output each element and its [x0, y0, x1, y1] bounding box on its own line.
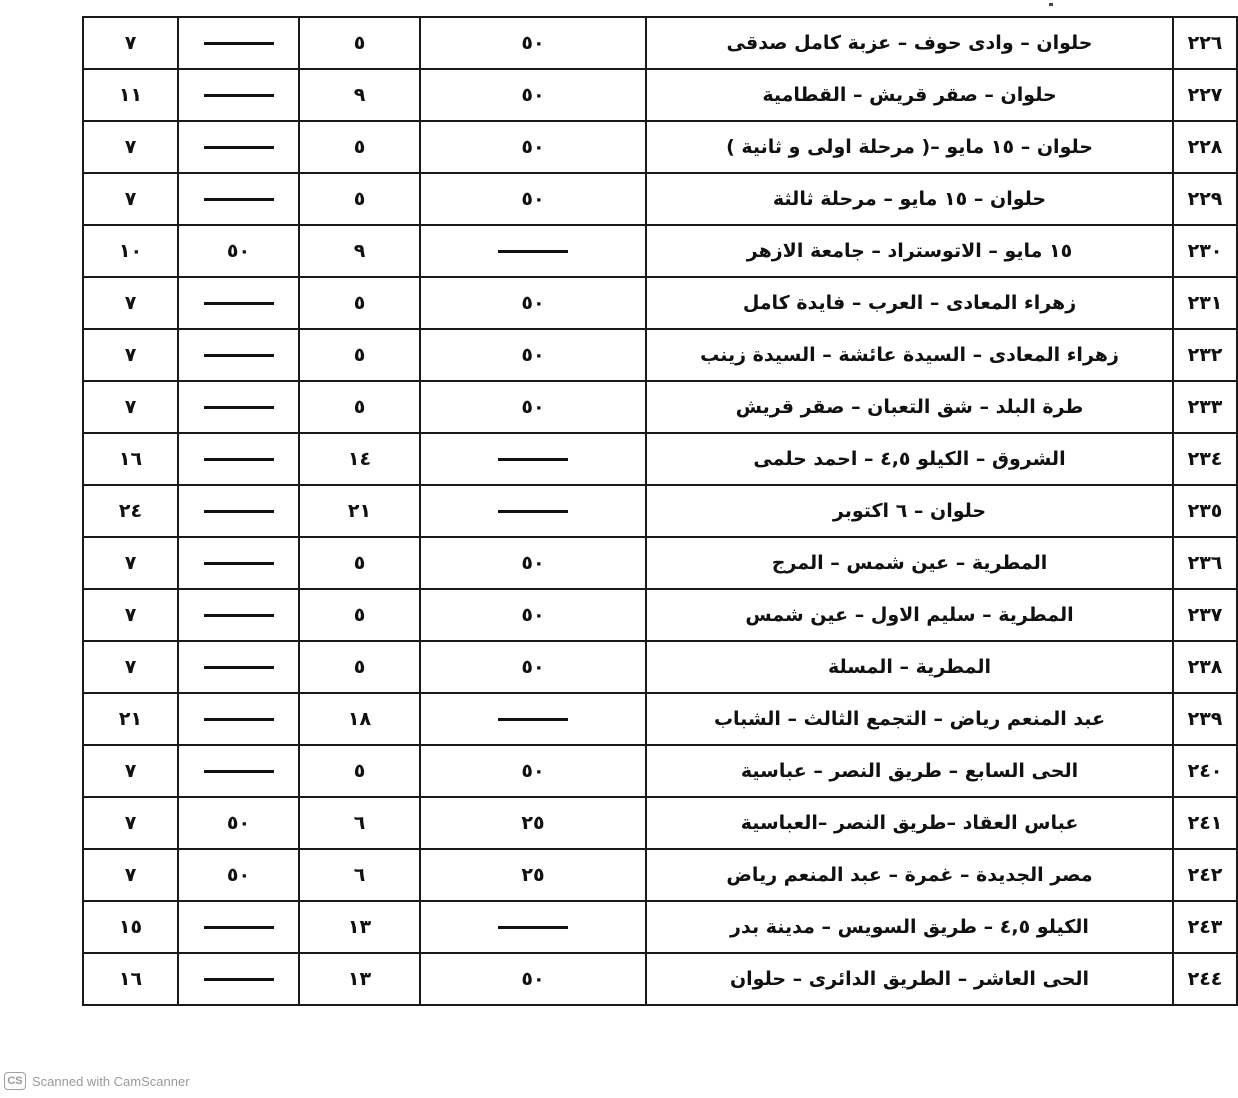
cell-value-4: ١٦	[83, 433, 178, 485]
cell-value-2: ٥	[299, 17, 420, 69]
camscanner-logo-icon: CS	[4, 1072, 26, 1090]
table-row	[83, 797, 1237, 849]
cell-value-1: ٥٠	[420, 121, 646, 173]
cell-route: المطرية – المسلة	[646, 641, 1173, 693]
cell-value-4: ١٠	[83, 225, 178, 277]
empty-dash	[498, 510, 568, 513]
cell-route: الشروق – الكيلو ٤,٥ – احمد حلمى	[646, 433, 1173, 485]
fare-table	[82, 16, 1238, 1006]
cell-value-1	[420, 225, 646, 277]
cell-value-1: ٥٠	[420, 381, 646, 433]
cell-value-3: ٥٠	[178, 797, 299, 849]
cell-value-4: ٧	[83, 329, 178, 381]
cell-value-3	[178, 589, 299, 641]
cell-row-number: ٢٣٨	[1173, 641, 1237, 693]
cell-value-4: ٧	[83, 17, 178, 69]
cell-value-4: ٧	[83, 589, 178, 641]
empty-dash	[204, 42, 274, 45]
cell-row-number: ٢٤٤	[1173, 953, 1237, 1005]
cell-value-2: ٥	[299, 277, 420, 329]
table-row	[83, 485, 1237, 537]
empty-dash	[498, 458, 568, 461]
cell-value-1: ٥٠	[420, 589, 646, 641]
cell-route: عباس العقاد –طريق النصر –العباسية	[646, 797, 1173, 849]
cell-row-number: ٢٣١	[1173, 277, 1237, 329]
cell-value-4: ١٥	[83, 901, 178, 953]
table-row	[83, 641, 1237, 693]
cell-value-1: ٥٠	[420, 69, 646, 121]
empty-dash	[204, 510, 274, 513]
cell-value-4: ٧	[83, 121, 178, 173]
cell-row-number: ٢٣٠	[1173, 225, 1237, 277]
empty-dash	[204, 94, 274, 97]
cell-value-3	[178, 433, 299, 485]
cell-value-2: ٥	[299, 537, 420, 589]
cell-value-1	[420, 901, 646, 953]
cell-value-3	[178, 329, 299, 381]
cell-value-3	[178, 173, 299, 225]
cell-value-2: ٥	[299, 745, 420, 797]
cell-route: الحى السابع – طريق النصر – عباسية	[646, 745, 1173, 797]
table-row	[83, 433, 1237, 485]
cell-value-3	[178, 537, 299, 589]
cell-route: الكيلو ٤,٥ – طريق السويس – مدينة بدر	[646, 901, 1173, 953]
cell-value-4: ٢١	[83, 693, 178, 745]
empty-dash	[204, 666, 274, 669]
cell-value-3	[178, 17, 299, 69]
cell-route: حلوان – ٦ اكتوبر	[646, 485, 1173, 537]
cell-value-2: ٢١	[299, 485, 420, 537]
empty-dash	[498, 926, 568, 929]
cell-value-4: ٧	[83, 277, 178, 329]
table-row	[83, 277, 1237, 329]
cell-route: حلوان – وادى حوف – عزبة كامل صدقى	[646, 17, 1173, 69]
cell-row-number: ٢٣٥	[1173, 485, 1237, 537]
table-row	[83, 17, 1237, 69]
cell-value-2: ٦	[299, 797, 420, 849]
empty-dash	[204, 458, 274, 461]
cell-row-number: ٢٣٩	[1173, 693, 1237, 745]
table-row	[83, 589, 1237, 641]
table-row	[83, 381, 1237, 433]
empty-dash	[498, 250, 568, 253]
cell-value-2: ٥	[299, 641, 420, 693]
cell-route: زهراء المعادى – العرب – فايدة كامل	[646, 277, 1173, 329]
empty-dash	[204, 198, 274, 201]
cell-value-2: ١٣	[299, 953, 420, 1005]
cell-value-1: ٥٠	[420, 17, 646, 69]
cell-route: حلوان – ١٥ مايو – مرحلة ثالثة	[646, 173, 1173, 225]
cell-value-2: ٥	[299, 121, 420, 173]
cell-row-number: ٢٢٩	[1173, 173, 1237, 225]
empty-dash	[204, 978, 274, 981]
cell-row-number: ٢٣٢	[1173, 329, 1237, 381]
cell-row-number: ٢٢٨	[1173, 121, 1237, 173]
cell-value-4: ٧	[83, 641, 178, 693]
cell-value-3	[178, 381, 299, 433]
cell-row-number: ٢٤٢	[1173, 849, 1237, 901]
table-row	[83, 173, 1237, 225]
watermark-text: Scanned with CamScanner	[32, 1073, 190, 1089]
cell-route: المطرية – عين شمس – المرج	[646, 537, 1173, 589]
cell-value-3	[178, 953, 299, 1005]
cell-value-1: ٥٠	[420, 537, 646, 589]
cell-value-3: ٥٠	[178, 225, 299, 277]
cell-value-1	[420, 693, 646, 745]
cell-value-1: ٥٠	[420, 329, 646, 381]
empty-dash	[498, 718, 568, 721]
cell-route: حلوان – ١٥ مايو –( مرحلة اولى و ثانية )	[646, 121, 1173, 173]
cell-row-number: ٢٤١	[1173, 797, 1237, 849]
cell-value-2: ١٣	[299, 901, 420, 953]
cell-value-2: ٥	[299, 381, 420, 433]
table-row	[83, 69, 1237, 121]
cell-value-4: ١٦	[83, 953, 178, 1005]
cell-route: الحى العاشر – الطريق الدائرى – حلوان	[646, 953, 1173, 1005]
cell-value-1: ٥٠	[420, 277, 646, 329]
cell-value-1	[420, 433, 646, 485]
cell-route: طرة البلد – شق التعبان – صقر قريش	[646, 381, 1173, 433]
camscanner-watermark	[4, 1071, 190, 1091]
cell-value-4: ٢٤	[83, 485, 178, 537]
cell-value-1	[420, 485, 646, 537]
cell-row-number: ٢٤٣	[1173, 901, 1237, 953]
cell-value-1: ٥٠	[420, 953, 646, 1005]
table-row	[83, 121, 1237, 173]
cell-value-3	[178, 901, 299, 953]
empty-dash	[204, 354, 274, 357]
empty-dash	[204, 406, 274, 409]
cell-value-3	[178, 693, 299, 745]
cell-value-2: ٩	[299, 69, 420, 121]
cell-row-number: ٢٢٦	[1173, 17, 1237, 69]
cell-value-3	[178, 745, 299, 797]
empty-dash	[204, 770, 274, 773]
table-row	[83, 329, 1237, 381]
table-row	[83, 693, 1237, 745]
cell-route: حلوان – صقر قريش – القطامية	[646, 69, 1173, 121]
cell-value-2: ١٤	[299, 433, 420, 485]
empty-dash	[204, 718, 274, 721]
cell-row-number: ٢٣٦	[1173, 537, 1237, 589]
cell-value-1: ٥٠	[420, 173, 646, 225]
cell-value-4: ٧	[83, 745, 178, 797]
cell-value-2: ٥	[299, 329, 420, 381]
cell-value-2: ٥	[299, 173, 420, 225]
table-row	[83, 849, 1237, 901]
cell-value-2: ٦	[299, 849, 420, 901]
cell-row-number: ٢٣٤	[1173, 433, 1237, 485]
cell-row-number: ٢٣٣	[1173, 381, 1237, 433]
cell-value-4: ٧	[83, 381, 178, 433]
cell-route: زهراء المعادى – السيدة عائشة – السيدة زينب	[646, 329, 1173, 381]
cell-row-number: ٢٣٧	[1173, 589, 1237, 641]
empty-dash	[204, 926, 274, 929]
scan-mark	[1049, 3, 1053, 6]
table-row	[83, 953, 1237, 1005]
cell-value-3	[178, 485, 299, 537]
cell-value-4: ٧	[83, 849, 178, 901]
cell-value-3	[178, 121, 299, 173]
cell-value-1: ٥٠	[420, 641, 646, 693]
cell-value-3	[178, 641, 299, 693]
cell-value-2: ١٨	[299, 693, 420, 745]
cell-route: عبد المنعم رياض – التجمع الثالث – الشباب	[646, 693, 1173, 745]
table-row	[83, 745, 1237, 797]
table-body	[83, 17, 1237, 1005]
table-row	[83, 901, 1237, 953]
cell-value-4: ١١	[83, 69, 178, 121]
cell-row-number: ٢٤٠	[1173, 745, 1237, 797]
cell-route: ١٥ مايو – الاتوستراد – جامعة الازهر	[646, 225, 1173, 277]
cell-value-1: ٥٠	[420, 745, 646, 797]
cell-value-1: ٢٥	[420, 849, 646, 901]
empty-dash	[204, 614, 274, 617]
cell-value-3: ٥٠	[178, 849, 299, 901]
empty-dash	[204, 146, 274, 149]
table-row	[83, 225, 1237, 277]
cell-value-2: ٩	[299, 225, 420, 277]
cell-value-2: ٥	[299, 589, 420, 641]
cell-value-3	[178, 69, 299, 121]
cell-value-4: ٧	[83, 173, 178, 225]
table-row	[83, 537, 1237, 589]
cell-route: مصر الجديدة – غمرة – عبد المنعم رياض	[646, 849, 1173, 901]
cell-route: المطرية – سليم الاول – عين شمس	[646, 589, 1173, 641]
cell-value-1: ٢٥	[420, 797, 646, 849]
cell-row-number: ٢٢٧	[1173, 69, 1237, 121]
cell-value-3	[178, 277, 299, 329]
empty-dash	[204, 302, 274, 305]
empty-dash	[204, 562, 274, 565]
cell-value-4: ٧	[83, 797, 178, 849]
cell-value-4: ٧	[83, 537, 178, 589]
